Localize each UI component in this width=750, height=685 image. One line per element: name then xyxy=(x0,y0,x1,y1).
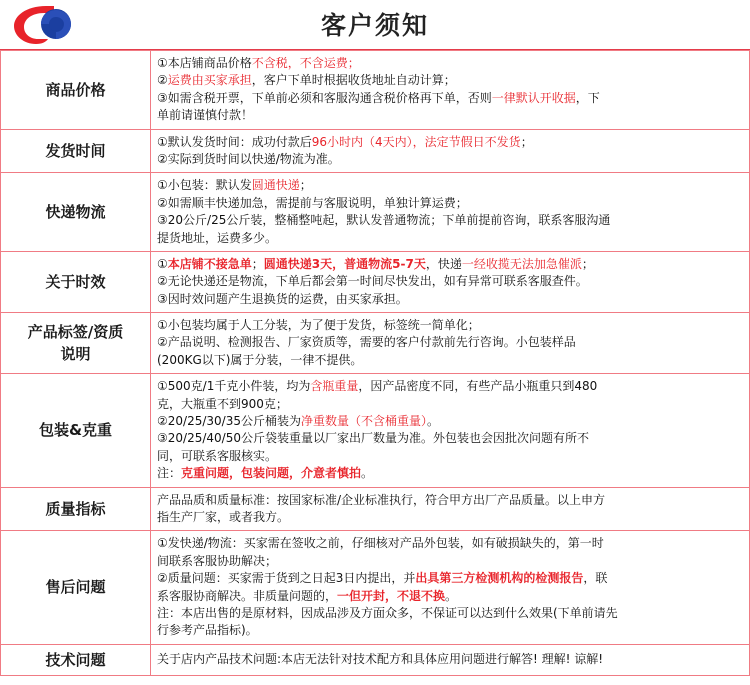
table-row xyxy=(1,129,750,173)
table-row xyxy=(1,487,750,531)
content-line: ①发快递/物流：买家需在签收之前，仔细核对产品外包装，如有破损缺失的，第一时 xyxy=(157,536,604,551)
content-line: 克，大瓶重不到900克； xyxy=(157,396,288,411)
content-line: 同，可联系客服核实。 xyxy=(157,448,278,463)
table-row xyxy=(1,51,750,130)
content-line: ③因时效问题产生退换货的运费，由买家承担。 xyxy=(157,291,408,306)
content-line: ②质量问题：买家需于货到之日起3日内提出，并出具第三方检测机构的检测报告，联 xyxy=(157,571,608,586)
content-line: ②20/25/30/35公斤桶装为净重数量（不含桶重量）。 xyxy=(157,414,439,429)
content-line: 注：克重问题，包装问题，介意者慎拍。 xyxy=(157,466,374,481)
content-line: ①本店铺商品价格不含税，不含运费； xyxy=(157,56,360,70)
row-content xyxy=(151,487,750,531)
content-line: 提货地址，运费多少。 xyxy=(157,230,278,245)
row-label: 快递物流 xyxy=(1,173,151,252)
content-line: ③如需含税开票，下单前必须和客服沟通含税价格再下单，否则一律默认开收据，下 xyxy=(157,90,600,105)
row-content xyxy=(151,374,750,487)
row-content xyxy=(151,644,750,676)
row-content xyxy=(151,173,750,252)
row-label: 包装&克重 xyxy=(1,374,151,487)
content-line: ③20公斤/25公斤装，整桶整吨起，默认发普通物流；下单前提前咨询，联系客服沟通 xyxy=(157,213,611,228)
row-label: 关于时效 xyxy=(1,251,151,312)
row-content xyxy=(151,313,750,374)
table-row xyxy=(1,251,750,312)
row-label: 发货时间 xyxy=(1,129,151,173)
table-row xyxy=(1,374,750,487)
content-line: 行参考产品指标)。 xyxy=(157,623,258,638)
content-line: ②如需顺丰快递加急，需提前与客服说明，单独计算运费； xyxy=(157,195,468,210)
row-content xyxy=(151,51,750,130)
content-line: 产品品质和质量标准：按国家标准/企业标准执行，符合甲方出厂产品质量。以上申方 xyxy=(157,492,606,507)
notice-table xyxy=(0,50,750,676)
row-label: 售后问题 xyxy=(1,531,151,644)
content-line: ①小包装均属于人工分装，为了便于发货，标签统一简单化； xyxy=(157,318,480,333)
content-line: ①默认发货时间：成功付款后96小时内（4天内），法定节假日不发货； xyxy=(157,134,533,149)
content-line: ①小包装：默认发圆通快递； xyxy=(157,178,312,193)
row-label: 质量指标 xyxy=(1,487,151,531)
page-header xyxy=(0,0,750,50)
row-content xyxy=(151,531,750,644)
table-row xyxy=(1,173,750,252)
content-line: (200KG以下)属于分装，一律不提供。 xyxy=(157,352,363,367)
row-label: 商品价格 xyxy=(1,51,151,130)
content-line: ②实际到货时间以快递/物流为准。 xyxy=(157,151,340,166)
content-line: ②产品说明、检测报告、厂家资质等，需要的客户付款前先行咨询。小包装样品 xyxy=(157,335,576,350)
content-line: 单前请谨慎付款！ xyxy=(157,108,254,123)
row-content xyxy=(151,251,750,312)
content-line: ②运费由买家承担，客户下单时根据收货地址自动计算； xyxy=(157,73,456,88)
content-line: 系客服协商解决。非质量问题的，一但开封，不退不换。 xyxy=(157,588,458,603)
content-line: 注：本店出售的是原材料，因成品涉及方面众多，不保证可以达到什么效果(下单前请先 xyxy=(157,605,618,620)
content-line: 间联系客服协助解决； xyxy=(157,553,278,568)
content-line: ①本店铺不接急单；圆通快递3天，普通物流5-7天，快递一经收揽无法加急催派； xyxy=(157,256,594,271)
row-content xyxy=(151,129,750,173)
content-line: ③20/25/40/50公斤袋装重量以厂家出厂数量为准。外包装也会因批次问题有所不 xyxy=(157,431,589,446)
row-label: 技术问题 xyxy=(1,644,151,676)
table-row xyxy=(1,313,750,374)
table-row xyxy=(1,644,750,676)
content-line: 指生产厂家，或者我方。 xyxy=(157,509,290,524)
content-line: ②无论快递还是物流，下单后都会第一时间尽快发出，如有异常可联系客服查件。 xyxy=(157,274,588,289)
page-title: 客户须知 xyxy=(320,11,429,40)
table-row xyxy=(1,531,750,644)
content-line: 关于店内产品技术问题:本店无法针对技术配方和具体应用问题进行解答! 理解! 谅解! xyxy=(157,652,604,667)
row-label: 产品标签/资质 说明 xyxy=(1,313,151,374)
content-line: ①500克/1千克小件装，均为含瓶重量，因产品密度不同，有些产品小瓶重只到480 xyxy=(157,379,598,394)
